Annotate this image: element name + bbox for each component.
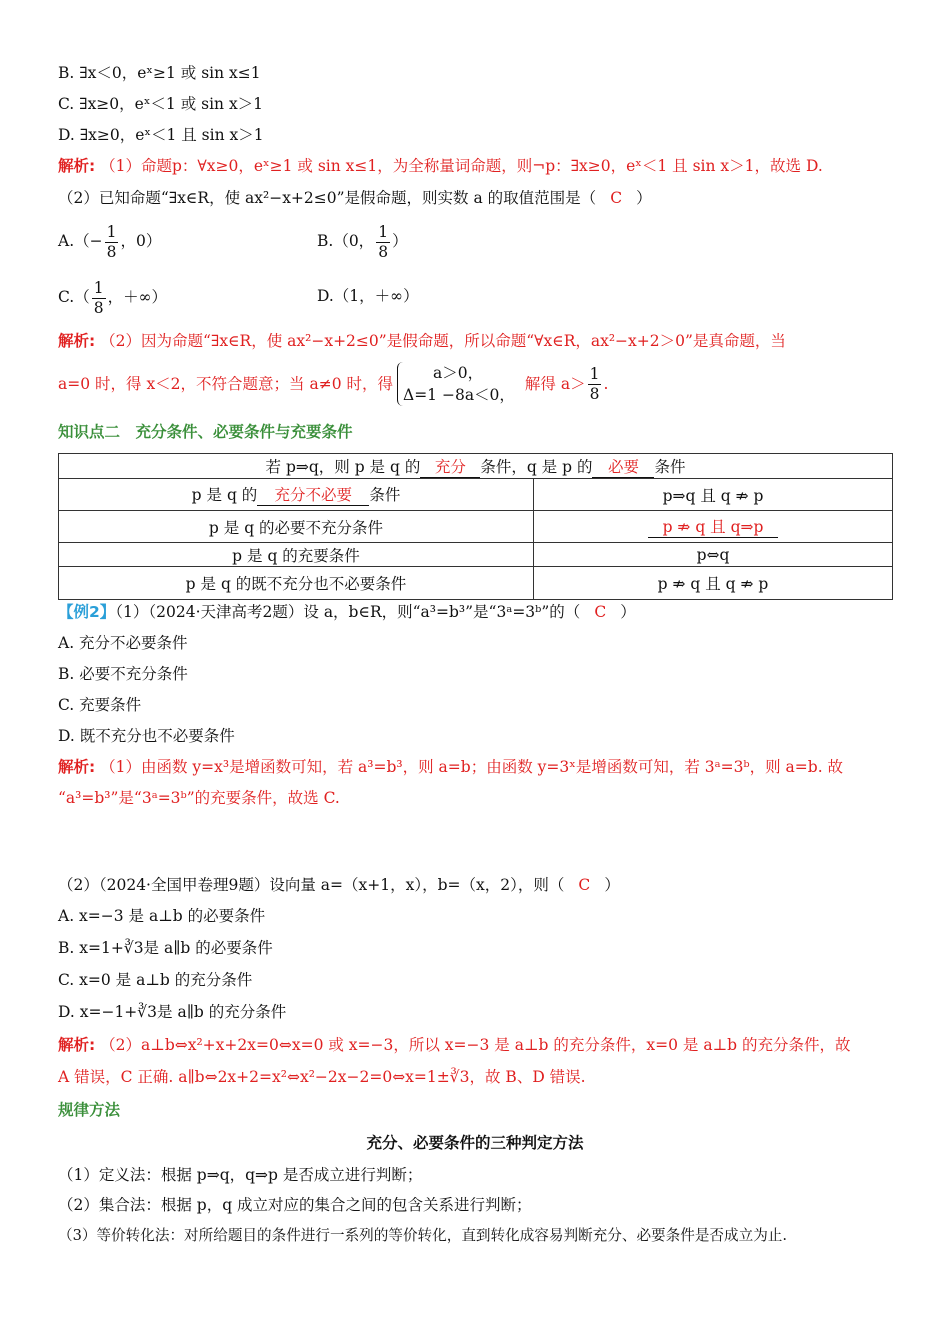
equation-system <box>397 362 515 406</box>
table-cell: p⇒q 且 q ⇏ p <box>534 479 893 511</box>
method-heading: 规律方法 <box>58 1101 121 1119</box>
solution-text: （1）命题p：∀x≥0，eˣ≥1 或 sin x≤1，为全称量词命题，则¬p：∃x≥0，eˣ＜1 且 sin x＞1，故选 D. <box>100 157 823 175</box>
table-row <box>59 567 893 600</box>
section-title: 知识点二 充分条件、必要条件与充要条件 <box>58 423 353 441</box>
numerator: 1 <box>93 278 104 297</box>
table-row <box>59 479 893 511</box>
blank-answer: 必要 <box>592 455 654 478</box>
numerator: 1 <box>378 222 389 241</box>
cell-text: 条件，q 是 p 的 <box>480 457 593 476</box>
cell-text: 若 p⇒q，则 p 是 q 的 <box>265 457 421 476</box>
blank-answer: 充分不必要 <box>257 483 369 506</box>
method-2: （2）集合法：根据 p，q 成立对应的集合之间的包含关系进行判断； <box>58 1196 532 1214</box>
blank-answer: p ⇏ q 且 q⇒p <box>648 515 778 538</box>
conditions-table <box>58 453 893 600</box>
ex2-2-answer: C <box>578 876 591 894</box>
period: . <box>603 375 609 393</box>
table-cell: p⇔q <box>534 543 893 567</box>
example-tag: 【例2】 <box>58 603 116 621</box>
ex2-stem: （1）（2024·天津高考2题）设 a，b∈R，则“a³=b³”是“3ᵃ=3ᵇ”的（ <box>115 603 581 621</box>
table-cell: p 是 q 的必要不充分条件 <box>59 511 534 543</box>
opt-c-suffix: ，＋∞） <box>107 288 168 306</box>
solution-text: 解得 a＞ <box>524 375 586 393</box>
ex2-2-close: ） <box>604 876 620 894</box>
q2-solution-line1 <box>58 330 786 352</box>
ex2-solution-line2: “a³=b³”是“3ᵃ=3ᵇ”的充要条件，故选 C. <box>58 789 340 807</box>
solution-label: 解析: <box>58 157 96 175</box>
ex2-option-a: A. 充分不必要条件 <box>58 634 188 652</box>
ex2-stem-line <box>58 601 636 623</box>
solution-text: （1）由函数 y=x³是增函数可知，若 a³=b³，则 a=b；由函数 y=3ˣ是增函数可知，若 3ᵃ=3ᵇ，则 a=b. 故 <box>100 758 844 776</box>
table-cell: p ⇏ q 且 q ⇏ p <box>534 567 893 600</box>
ex2-2-option-a: A. x=−3 是 a⊥b 的必要条件 <box>58 907 266 925</box>
q2-stem-line <box>58 187 652 209</box>
ex2-2-option-d: D. x=−1+∛3是 a∥b 的充分条件 <box>58 1003 287 1021</box>
ex2-option-d: D. 既不充分也不必要条件 <box>58 727 235 745</box>
q2-solution-line2 <box>58 362 608 406</box>
solution-text: a=0 时，得 x＜2，不符合题意；当 a≠0 时，得 <box>58 375 393 393</box>
denominator: 8 <box>93 298 104 317</box>
method-3: （3）等价转化法：对所给题目的条件进行一系列的等价转化，直到转化成容易判断充分、必要条件是否成立为止. <box>58 1227 788 1244</box>
opt-b-suffix: ） <box>392 232 408 250</box>
q1-option-c: C. ∃x≥0，eˣ＜1 或 sin x＞1 <box>58 95 264 113</box>
q2-option-d: D.（1，＋∞） <box>317 287 419 305</box>
fraction <box>92 279 106 318</box>
ex2-2-stem-line <box>58 874 620 896</box>
solution-text: （2）a⊥b⇔x²+x+2x=0⇔x=0 或 x=−3，所以 x=−3 是 a⊥b 的充分条件，x=0 是 a⊥b 的充分条件，故 <box>100 1036 851 1054</box>
table-cell <box>534 511 893 543</box>
method-1: （1）定义法：根据 p⇒q，q⇒p 是否成立进行判断； <box>58 1166 423 1184</box>
numerator: 1 <box>589 364 600 383</box>
method-title: 充分、必要条件的三种判定方法 <box>366 1134 584 1152</box>
opt-b-prefix: B.（0， <box>317 232 375 250</box>
ex2-close: ） <box>620 603 636 621</box>
system-line-2: Δ=1 −8a＜0， <box>403 386 515 404</box>
q2-stem: （2）已知命题“∃x∈R，使 ax²−x+2≤0”是假命题，则实数 a 的取值范围是（ <box>58 189 597 207</box>
table-row <box>59 543 893 567</box>
q2-option-c <box>58 274 167 320</box>
cell-text: p 是 q 的 <box>191 486 258 504</box>
denominator: 8 <box>589 384 600 403</box>
q2-option-a <box>58 218 161 264</box>
solution-label: 解析: <box>58 758 96 776</box>
table-cell: p 是 q 的充要条件 <box>59 543 534 567</box>
solution-text: （2）因为命题“∃x∈R，使 ax²−x+2≤0”是假命题，所以命题“∀x∈R，ax²−x+2＞0”是真命题，当 <box>100 332 786 350</box>
blank-answer: 充分 <box>420 455 480 478</box>
q2-close: ） <box>636 189 652 207</box>
denominator: 8 <box>378 242 389 261</box>
fraction <box>588 365 602 404</box>
ex2-option-c: C. 充要条件 <box>58 696 142 714</box>
q1-option-d: D. ∃x≥0，eˣ＜1 且 sin x＞1 <box>58 126 264 144</box>
ex2-2-solution-line2: A 错误，C 正确. a∥b⇔2x+2=x²⇔x²−2x−2=0⇔x=1±∛3，故 B、D 错误. <box>58 1068 586 1086</box>
opt-a-prefix: A.（− <box>58 232 103 250</box>
denominator: 8 <box>106 242 117 261</box>
system-line-1: a＞0， <box>433 364 484 382</box>
q2-option-b <box>317 218 408 264</box>
cell-text: 条件 <box>369 486 401 504</box>
cell-text: 条件 <box>654 457 686 476</box>
ex2-2-option-b: B. x=1+∛3是 a∥b 的必要条件 <box>58 939 273 957</box>
ex2-2-option-c: C. x=0 是 a⊥b 的充分条件 <box>58 971 253 989</box>
ex2-option-b: B. 必要不充分条件 <box>58 665 188 683</box>
ex2-answer: C <box>594 603 607 621</box>
opt-a-suffix: ，0） <box>120 232 162 250</box>
ex2-2-stem: （2）（2024·全国甲卷理9题）设向量 a=（x+1，x），b=（x，2），则（ <box>58 876 565 894</box>
ex2-2-solution-line1 <box>58 1034 851 1056</box>
fraction <box>376 223 390 262</box>
table-row <box>59 511 893 543</box>
q2-answer: C <box>610 189 623 207</box>
opt-c-prefix: C.（ <box>58 288 90 306</box>
table-cell <box>59 454 893 479</box>
ex2-solution-line1 <box>58 756 843 778</box>
table-header-row <box>59 454 893 479</box>
numerator: 1 <box>106 222 117 241</box>
fraction <box>105 223 119 262</box>
table-cell: p 是 q 的既不充分也不必要条件 <box>59 567 534 600</box>
table-cell <box>59 479 534 511</box>
q1-solution <box>58 155 823 177</box>
q1-option-b: B. ∃x＜0，eˣ≥1 或 sin x≤1 <box>58 64 261 82</box>
solution-label: 解析: <box>58 332 96 350</box>
solution-label: 解析: <box>58 1036 96 1054</box>
